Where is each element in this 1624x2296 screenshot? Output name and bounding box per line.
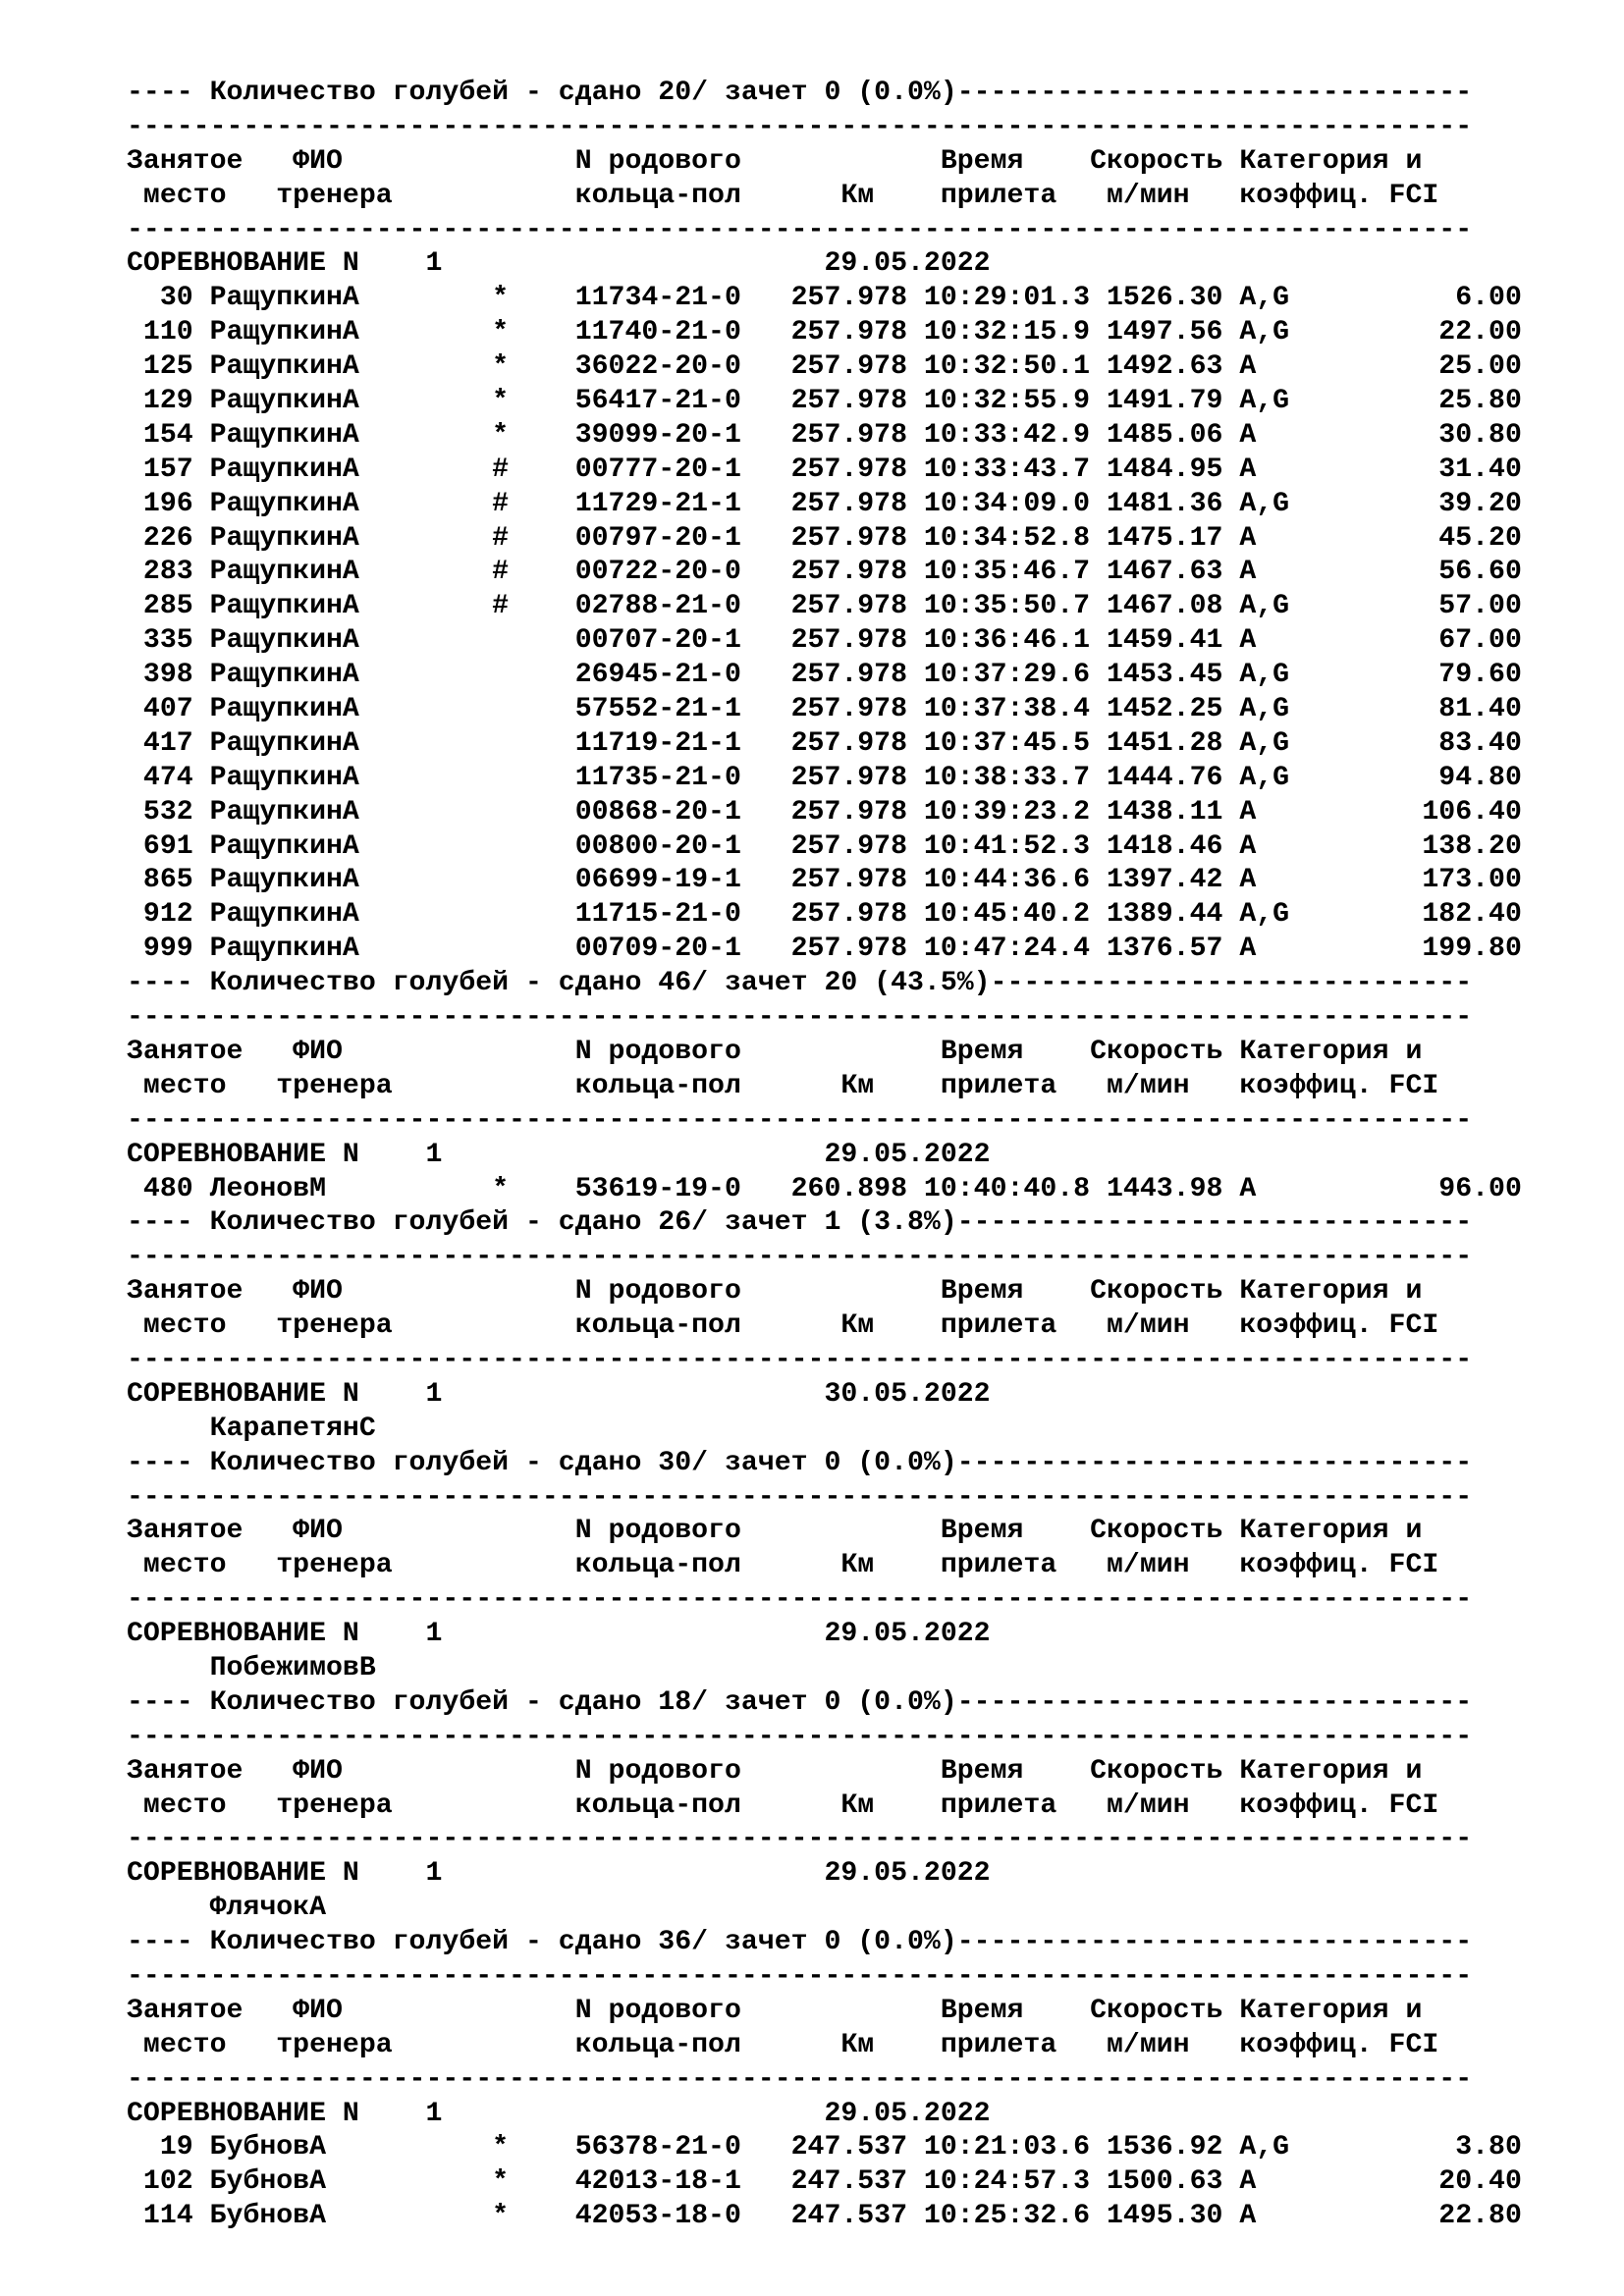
trainer-name-line: КарапетянС	[127, 1413, 376, 1444]
summary-line: ---- Количество голубей - сдано 26/ зачет 1 (3.8%)-------------------------------	[127, 1207, 1473, 1239]
result-row: 865 РащупкинА 06699-19-1 257.978 10:44:36.6 1397.42 A 173.00	[127, 865, 1522, 896]
result-row: 285 РащупкинА # 02788-21-0 257.978 10:35:50.7 1467.08 A,G 57.00	[127, 591, 1522, 622]
column-header-line: место тренера кольца-пол Км прилета м/мин коэффиц. FCI	[127, 2029, 1439, 2060]
trainer-name-line: ПобежимовВ	[127, 1652, 376, 1683]
result-row: 532 РащупкинА 00868-20-1 257.978 10:39:23.2 1438.11 A 106.40	[127, 796, 1522, 828]
column-header-line: Занятое ФИО N родового Время Скорость Категория и	[127, 1276, 1423, 1308]
result-row: 226 РащупкинА # 00797-20-1 257.978 10:34:52.8 1475.17 A 45.20	[127, 522, 1522, 554]
separator-line: ---------------------------------------------------------------------------------	[127, 1344, 1473, 1375]
result-row: 125 РащупкинА * 36022-20-0 257.978 10:32:50.1 1492.63 A 25.00	[127, 351, 1522, 383]
result-row: 30 РащупкинА * 11734-21-0 257.978 10:29:01.3 1526.30 A,G 6.00	[127, 283, 1522, 314]
result-row: 102 БубновА * 42013-18-1 247.537 10:24:57.3 1500.63 A 20.40	[127, 2166, 1522, 2198]
separator-line: ---------------------------------------------------------------------------------	[127, 1481, 1473, 1513]
separator-line: ---------------------------------------------------------------------------------	[127, 1104, 1473, 1136]
result-row: 19 БубновА * 56378-21-0 247.537 10:21:03.6 1536.92 A,G 3.80	[127, 2132, 1522, 2163]
competition-header: СОРЕВНОВАНИЕ N 1 29.05.2022	[127, 1139, 991, 1170]
result-row: 417 РащупкинА 11719-21-1 257.978 10:37:45.5 1451.28 A,G 83.40	[127, 727, 1522, 759]
result-row: 480 ЛеоновМ * 53619-19-0 260.898 10:40:40.8 1443.98 A 96.00	[127, 1173, 1522, 1204]
separator-line: ---------------------------------------------------------------------------------	[127, 1721, 1473, 1752]
result-row: 335 РащупкинА 00707-20-1 257.978 10:36:46.1 1459.41 A 67.00	[127, 625, 1522, 657]
result-row: 691 РащупкинА 00800-20-1 257.978 10:41:52.3 1418.46 A 138.20	[127, 830, 1522, 862]
result-row: 407 РащупкинА 57552-21-1 257.978 10:37:38.4 1452.25 A,G 81.40	[127, 694, 1522, 725]
column-header-line: место тренера кольца-пол Км прилета м/мин коэффиц. FCI	[127, 1310, 1439, 1342]
result-row: 196 РащупкинА # 11729-21-1 257.978 10:34:09.0 1481.36 A,G 39.20	[127, 488, 1522, 519]
column-header-line: Занятое ФИО N родового Время Скорость Категория и	[127, 1995, 1423, 2026]
separator-line: ---------------------------------------------------------------------------------	[127, 1584, 1473, 1616]
column-header-line: Занятое ФИО N родового Время Скорость Категория и	[127, 145, 1423, 177]
result-row: 912 РащупкинА 11715-21-0 257.978 10:45:40.2 1389.44 A,G 182.40	[127, 899, 1522, 931]
column-header-line: Занятое ФИО N родового Время Скорость Категория и	[127, 1516, 1423, 1547]
separator-line: ---------------------------------------------------------------------------------	[127, 1960, 1473, 1992]
summary-line: ---- Количество голубей - сдано 20/ зачет 0 (0.0%)-------------------------------	[127, 78, 1473, 108]
competition-header: СОРЕВНОВАНИЕ N 1 29.05.2022	[127, 2098, 991, 2129]
trainer-name-line: ФлячокА	[127, 1893, 326, 1924]
column-header-line: место тренера кольца-пол Км прилета м/мин коэффиц. FCI	[127, 1550, 1439, 1581]
column-header-line: место тренера кольца-пол Км прилета м/мин коэффиц. FCI	[127, 1070, 1439, 1101]
competition-header: СОРЕВНОВАНИЕ N 1 29.05.2022	[127, 248, 991, 280]
column-header-line: место тренера кольца-пол Км прилета м/мин коэффиц. FCI	[127, 180, 1439, 211]
separator-line: ---------------------------------------------------------------------------------	[127, 2063, 1473, 2095]
competition-header: СОРЕВНОВАНИЕ N 1 29.05.2022	[127, 1619, 991, 1650]
result-row: 283 РащупкинА # 00722-20-0 257.978 10:35:46.7 1467.63 A 56.60	[127, 557, 1522, 588]
summary-line: ---- Количество голубей - сдано 46/ зачет 20 (43.5%)-----------------------------	[127, 968, 1473, 999]
separator-line: ---------------------------------------------------------------------------------	[127, 1002, 1473, 1034]
summary-line: ---- Количество голубей - сдано 36/ зачет 0 (0.0%)-------------------------------	[127, 1927, 1473, 1958]
result-row: 114 БубновА * 42053-18-0 247.537 10:25:32.6 1495.30 A 22.80	[127, 2201, 1522, 2232]
results-printout	[127, 77, 1599, 2234]
result-row: 157 РащупкинА # 00777-20-1 257.978 10:33:43.7 1484.95 A 31.40	[127, 454, 1522, 485]
separator-line: ---------------------------------------------------------------------------------	[127, 1824, 1473, 1855]
column-header-line: Занятое ФИО N родового Время Скорость Категория и	[127, 1036, 1423, 1067]
column-header-line: Занятое ФИО N родового Время Скорость Категория и	[127, 1755, 1423, 1787]
competition-header: СОРЕВНОВАНИЕ N 1 30.05.2022	[127, 1378, 991, 1410]
result-row: 398 РащупкинА 26945-21-0 257.978 10:37:29.6 1453.45 A,G 79.60	[127, 660, 1522, 691]
result-row: 129 РащупкинА * 56417-21-0 257.978 10:32:55.9 1491.79 A,G 25.80	[127, 386, 1522, 417]
summary-line: ---- Количество голубей - сдано 18/ зачет 0 (0.0%)-------------------------------	[127, 1686, 1473, 1718]
column-header-line: место тренера кольца-пол Км прилета м/мин коэффиц. FCI	[127, 1789, 1439, 1821]
competition-header: СОРЕВНОВАНИЕ N 1 29.05.2022	[127, 1858, 991, 1890]
result-row: 474 РащупкинА 11735-21-0 257.978 10:38:33.7 1444.76 A,G 94.80	[127, 762, 1522, 793]
result-row: 154 РащупкинА * 39099-20-1 257.978 10:33:42.9 1485.06 A 30.80	[127, 419, 1522, 451]
separator-line: ---------------------------------------------------------------------------------	[127, 1242, 1473, 1273]
summary-line: ---- Количество голубей - сдано 30/ зачет 0 (0.0%)-------------------------------	[127, 1447, 1473, 1478]
result-row: 110 РащупкинА * 11740-21-0 257.978 10:32:15.9 1497.56 A,G 22.00	[127, 317, 1522, 348]
result-row: 999 РащупкинА 00709-20-1 257.978 10:47:24.4 1376.57 A 199.80	[127, 934, 1522, 965]
separator-line: ---------------------------------------------------------------------------------	[127, 111, 1473, 142]
separator-line: ---------------------------------------------------------------------------------	[127, 214, 1473, 245]
